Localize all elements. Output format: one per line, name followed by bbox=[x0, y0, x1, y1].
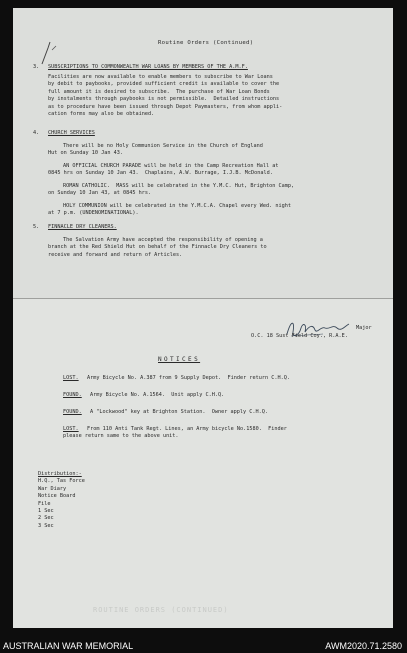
section-line: branch at the Red Shield Hut on behalf of the Finnacle Dry Cleaners to bbox=[48, 244, 267, 251]
distribution-item: 3 Sec bbox=[38, 522, 54, 529]
notice-label: FOUND. bbox=[63, 392, 82, 398]
distribution-item: 1 Sec bbox=[38, 508, 54, 514]
footer-accession-number: AWM2020.71.2580 bbox=[325, 641, 402, 651]
notice-text: Army Bicycle No. A.1564. Unit apply C.H.Q. bbox=[90, 392, 225, 398]
notice-label: LOST. bbox=[63, 375, 79, 381]
distribution-item: 2 Sec bbox=[38, 515, 54, 522]
section-heading: CHURCH SERVICES bbox=[48, 130, 95, 136]
document-page bbox=[13, 8, 393, 628]
section-line: HOLY COMMUNION will be celebrated in the Y.M.C.A. Chapel every Wed. night bbox=[63, 203, 291, 209]
section-line: receive and forward and return of Articles. bbox=[48, 251, 183, 258]
notice-label: LOST. bbox=[63, 426, 79, 432]
section-line: at 7 p.m. (UNDENOMINATIONAL). bbox=[48, 210, 139, 217]
section-line: The Salvation Army have accepted the responsibility of opening a bbox=[63, 237, 263, 243]
notices-title: NOTICES bbox=[158, 356, 201, 363]
lower-page-panel bbox=[13, 298, 393, 628]
section-line: 0845 hrs on Sunday 10 Jan 43. Chaplains, A.W. Burrage, I.J.B. McDonald. bbox=[48, 170, 273, 177]
page-fold-line bbox=[13, 298, 393, 299]
signature-appointment: O.C. 18 Sust Field Coy., R.A.E. bbox=[251, 333, 348, 339]
section-number: 3. bbox=[33, 64, 40, 70]
notice-text: A "Lockwood" key at Brighton Station. Owner apply C.H.Q. bbox=[90, 409, 269, 415]
section-heading: FINNACLE DRY CLEANERS. bbox=[48, 224, 117, 230]
signature-rank: Major bbox=[356, 325, 372, 331]
section-line: by instalments through paybooks is not permissible. Detailed instructions bbox=[48, 96, 280, 103]
section-number: 5. bbox=[33, 224, 40, 230]
show-through-text: ROUTINE ORDERS (CONTINUED) bbox=[93, 606, 229, 614]
footer-institution: AUSTRALIAN WAR MEMORIAL bbox=[3, 641, 134, 651]
section-line: There will be no Holy Communion Service in the Church of England bbox=[63, 143, 263, 149]
section-line: AN OFFICIAL CHURCH PARADE will be held in the Camp Recreation Hall at bbox=[63, 163, 279, 169]
notice-label: FOUND. bbox=[63, 409, 82, 415]
distribution-title: Distribution:- bbox=[38, 471, 82, 477]
section-line: full amount it is desired to subscribe. The purchase of War Loan Bonds bbox=[48, 88, 270, 95]
section-line: Facilities are now available to enable members to subscribe to War Loans bbox=[48, 74, 273, 80]
document-title: Routine Orders (Continued) bbox=[158, 40, 254, 46]
notice-text: From 110 Anti Tank Regt. Lines, an Army bicycle No.1580. Finder bbox=[87, 426, 287, 432]
distribution-item: Notice Board bbox=[38, 493, 76, 500]
section-line: Hut on Sunday 10 Jan 43. bbox=[48, 150, 123, 157]
section-line: cation forms may also be obtained. bbox=[48, 111, 155, 117]
section-line: ROMAN CATHOLIC. MASS will be celebrated in the Y.M.C. Hut, Brighton Camp, bbox=[63, 183, 295, 189]
notice-text: Army Bicycle No. A.387 from 9 Supply Depot. Finder return C.H.Q. bbox=[87, 375, 291, 381]
section-heading: SUBSCRIPTIONS TO COMMONWEALTH WAR LOANS BY MEMBERS OF THE A.M.F. bbox=[48, 64, 248, 70]
archive-footer bbox=[0, 637, 407, 653]
section-line: by debit to paybooks, provided sufficient credit is available to cover the bbox=[48, 81, 280, 88]
section-line: on Sunday 10 Jan 43, at 0845 hrs. bbox=[48, 190, 152, 197]
distribution-item: File bbox=[38, 500, 51, 507]
notice-text: please return same to the above unit. bbox=[63, 433, 179, 440]
distribution-item: H.Q., Tas Force bbox=[38, 478, 85, 485]
distribution-item: War Diary bbox=[38, 485, 67, 492]
section-number: 4. bbox=[33, 130, 40, 136]
section-line: as to procedure have been issued through Depot Paymasters, from whom appli- bbox=[48, 103, 283, 110]
